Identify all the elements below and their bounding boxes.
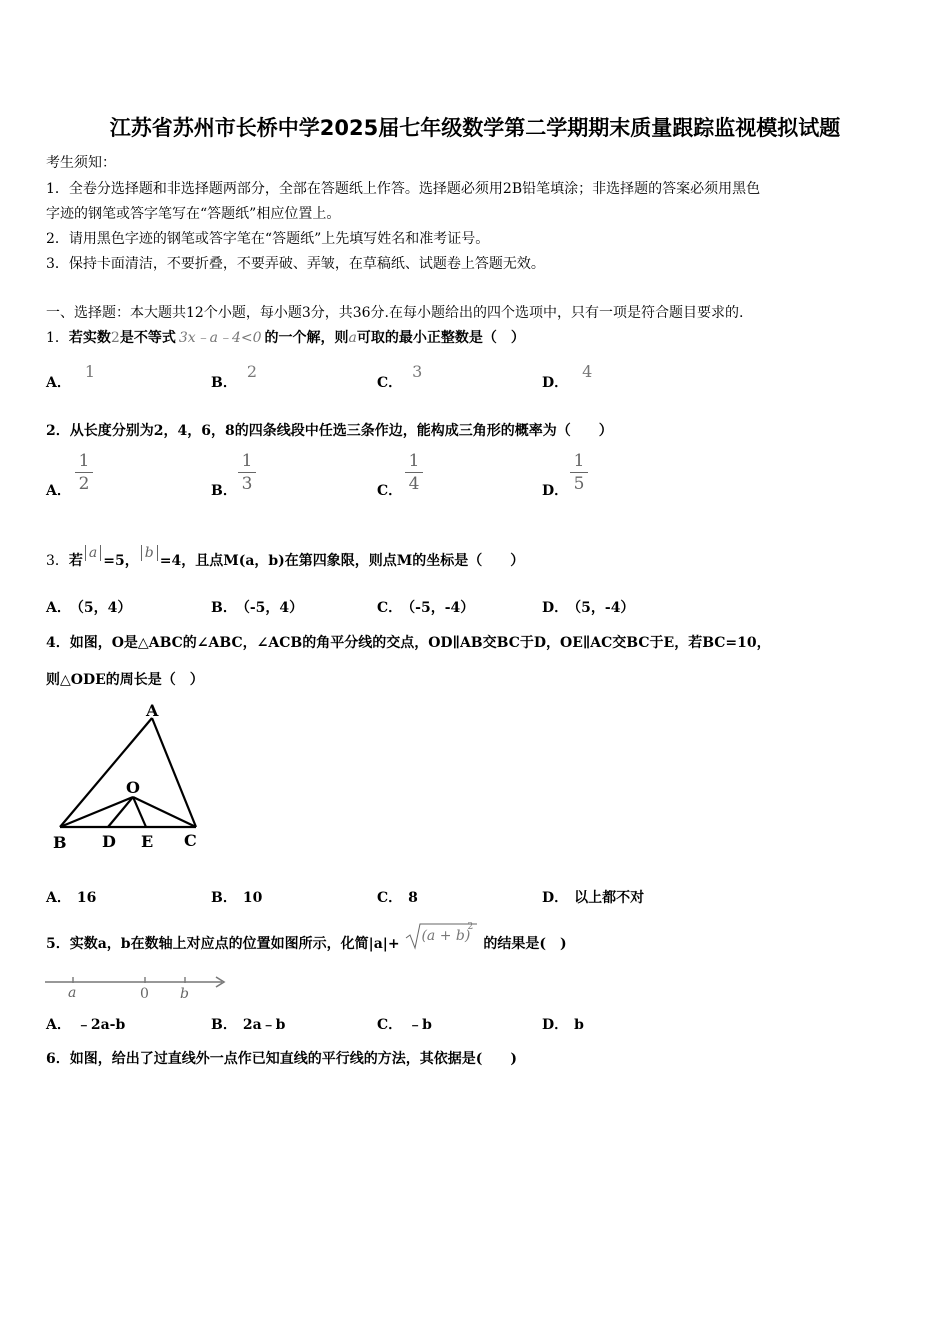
q2-option-d-fraction [570,452,588,493]
question-number: 1． [46,330,69,346]
q1-value: 2 [110,330,120,346]
exponent: 2 [467,922,474,932]
q3-abs-a: a [85,545,101,561]
option-label: B． [211,600,237,616]
question-number: 3． [46,553,69,569]
radicand: (a + b) [421,928,471,944]
side-ac [152,718,196,827]
triangle-figure [44,696,214,856]
q5-option-a[interactable] [46,1014,125,1034]
sqrt-expression [404,922,478,954]
q5-text-1: 5．实数a，b在数轴上对应点的位置如图所示，化简|a|+ [46,936,400,952]
denominator: 4 [408,474,420,494]
fraction-bar [238,472,256,473]
option-value: b [574,1017,584,1033]
option-label: D． [542,1017,569,1033]
label-zero: 0 [140,986,149,1002]
q1-inequality: 3x﹣a﹣4<0 [178,330,262,346]
option-value: （5，-4） [574,600,635,616]
option-label: B． [211,483,237,499]
label-e: E [141,832,154,851]
numerator: 1 [408,451,420,471]
option-value: （5，4） [76,600,132,616]
option-label: B． [211,890,237,906]
fraction-bar [570,472,588,473]
question-2-stem: 2．从长度分别为2，4，6，8的四条线段中任选三条作边，能构成三角形的概率为（ ） [46,423,613,439]
q1-option-d[interactable] [542,362,593,392]
q2-option-c-fraction [405,452,423,493]
q5-text-2: 的结果是( ) [483,936,567,952]
question-6-stem: 6．如图，给出了过直线外一点作已知直线的平行线的方法，其依据是( ) [46,1051,517,1067]
option-label: C． [377,483,403,499]
option-value: 10 [242,890,263,906]
q4-option-a[interactable] [46,887,96,907]
q1-text-3: 的一个解，则 [264,330,349,346]
page-title: 江苏省苏州市长桥中学2025届七年级数学第二学期期末质量跟踪监视模拟试题 [109,116,841,140]
numerator: 1 [241,451,253,471]
notice-item-1b: 字迹的钢笔或答字笔写在“答题纸”相应位置上。 [46,206,341,222]
q2-option-b[interactable] [211,480,237,500]
q3-option-c[interactable] [377,597,474,617]
option-label: A． [46,890,71,906]
q1-text-4: 可取的最小正整数是（ ） [356,330,525,346]
q2-option-c[interactable] [377,480,402,500]
q1-option-a[interactable] [46,362,96,392]
denominator: 5 [573,474,585,494]
option-label: C． [377,1017,403,1033]
label-c: C [184,831,197,850]
q1-text-1: 若实数 [68,330,111,346]
q2-option-a[interactable] [46,480,71,500]
option-value: 16 [76,890,97,906]
q3-text-1: 若 [68,553,83,569]
option-label: B． [211,375,237,391]
numerator: 1 [573,451,585,471]
option-value: 2 [246,362,258,381]
option-label: C． [377,375,403,391]
option-value: 8 [408,890,418,906]
option-label: D． [542,375,569,391]
option-label: A． [46,1017,71,1033]
q5-option-c[interactable] [377,1014,432,1034]
q5-option-b[interactable] [211,1014,285,1034]
denominator: 3 [241,474,253,494]
option-label: A． [46,600,71,616]
q3-option-a[interactable] [46,597,131,617]
option-label: D． [542,483,569,499]
q2-option-b-fraction [238,452,256,493]
q3-option-d[interactable] [542,597,634,617]
label-b: B [53,833,67,852]
q2-option-d[interactable] [542,480,568,500]
option-value: 1 [84,362,96,381]
q4-option-d[interactable] [542,887,644,907]
option-value: 2a﹣b [242,1017,286,1033]
fraction-bar [75,472,93,473]
q5-option-d[interactable] [542,1014,584,1034]
option-label: A． [46,483,71,499]
label-a: A [146,701,159,720]
q3-text-2: =5， [103,553,139,569]
option-value: 3 [412,362,423,381]
option-label: B． [211,1017,237,1033]
label-d: D [102,832,116,851]
label-a: a [68,985,77,1001]
notice-item-2: 2．请用黑色字迹的钢笔或答字笔在“答题纸”上先填写姓名和准考证号。 [46,231,490,247]
fraction-bar [405,472,423,473]
q3-option-b[interactable] [211,597,303,617]
number-line-figure [44,970,234,1004]
section-heading: 一、选择题：本大题共12个小题，每小题3分，共36分.在每小题给出的四个选项中，只有一项是符合题目要求的. [46,305,744,321]
notice-item-1a: 1．全卷分选择题和非选择题两部分，全部在答题纸上作答。选择题必须用2B铅笔填涂；非选择题的答案必须用黑色 [46,181,761,197]
q4-option-b[interactable] [211,887,262,907]
option-value: 以上都不对 [574,890,645,906]
q3-text-3: =4，且点M(a，b)在第四象限，则点M的坐标是（ ） [159,553,525,569]
option-label: D． [542,890,569,906]
option-value: （-5，-4） [408,600,475,616]
option-value: 4 [582,362,593,381]
option-value: （-5，4） [242,600,304,616]
question-4-stem-line-1: 4．如图，O是△ABC的∠ABC，∠ACB的角平分线的交点，OD∥AB交BC于D，OE∥AC交BC于E，若BC=10， [46,635,771,651]
q3-abs-b: b [141,545,158,561]
question-1-stem [46,327,525,347]
option-label: C． [377,890,403,906]
label-o: O [126,778,140,797]
q4-option-c[interactable] [377,887,418,907]
denominator: 2 [78,474,90,494]
option-value: ﹣b [408,1017,432,1033]
q1-variable: a [348,330,357,346]
option-label: A． [46,375,71,391]
q1-text-2: 是不等式 [119,330,176,346]
q1-option-c[interactable] [377,362,423,392]
question-5-stem [46,922,567,954]
option-label: D． [542,600,569,616]
option-label: C． [377,600,403,616]
question-4-stem-line-2: 则△ODE的周长是（ ） [46,672,204,688]
q2-option-a-fraction [75,452,93,493]
numerator: 1 [78,451,90,471]
notice-heading: 考生须知： [46,155,116,171]
q1-option-b[interactable] [211,362,258,392]
segment-bo [60,797,133,827]
label-b: b [180,986,189,1002]
question-3-stem [46,545,525,570]
option-value: ﹣2a-b [76,1017,126,1033]
notice-item-3: 3．保持卡面清洁，不要折叠，不要弄破、弄皱，在草稿纸、试题卷上答题无效。 [46,256,545,272]
